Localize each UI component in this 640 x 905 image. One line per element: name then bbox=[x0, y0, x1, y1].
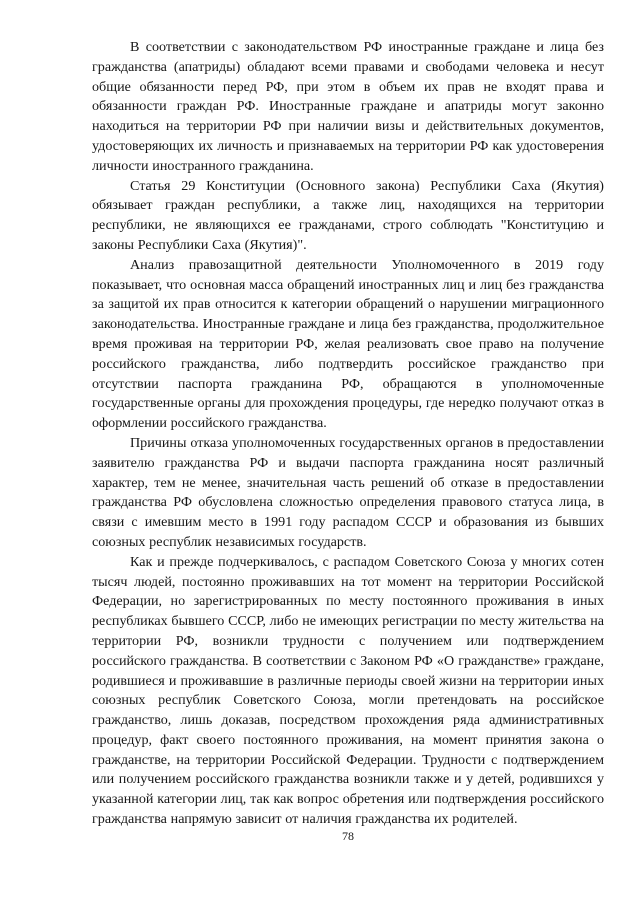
paragraph: Анализ правозащитной деятельности Уполномоченного в 2019 году показывает, что основная масса обращений иностранных лиц и лиц без гражданства за защитой их прав относится к категории обращений о нарушении миграционного законодательства. Иностранные граждане и лица без гражданства, продолжительное время проживая на территории РФ, желая реализовать свое право на получение российского гражданства, либо подтвердить российское гражданство при отсутствии паспорта гражданина РФ, обращаются в уполномоченные государственные органы для прохождения процедуры, где нередко получают отказ в оформлении российского гражданства. bbox=[92, 256, 604, 432]
paragraph: Статья 29 Конституции (Основного закона) Республики Саха (Якутия) обязывает граждан республики, а также лиц, находящихся на территории республики, не являющихся ее гражданами, строго соблюдать "Конституцию и законы Республики Саха (Якутия)". bbox=[92, 177, 604, 253]
paragraph: В соответствии с законодательством РФ иностранные граждане и лица без гражданства (апатриды) обладают всеми правами и свободами человека и несут общие обязанности перед РФ, при этом в объем их прав не входят права и обязанности граждан РФ. Иностранные граждане и апатриды могут законно находиться на территории РФ при наличии визы и действительных документов, удостоверяющих их личность и признаваемых на территории РФ как удостоверения личности иностранного гражданина. bbox=[92, 39, 604, 174]
paragraph: Причины отказа уполномоченных государственных органов в предоставлении заявителю гражданства РФ и выдачи паспорта гражданина носят различный характер, тем не менее, значительная часть решений об отказе в предоставлении гражданства РФ обусловлена сложностью определения правового статуса лица, в связи с имевшим место в 1991 году распадом СССР и образования из бывших союзных республик независимых государств. bbox=[92, 434, 604, 550]
body-text bbox=[92, 38, 604, 830]
page-number: 78 bbox=[342, 829, 354, 843]
paragraph: Как и прежде подчеркивалось, с распадом Советского Союза у многих сотен тысяч людей, постоянно проживавших на тот момент на территории Российской Федерации, но зарегистрированных по месту постоянного проживания в иных республиках бывшего СССР, либо не имеющих регистрации по месту жительства на территории РФ, возникли трудности с получением или подтверждением российского гражданства. В соответствии с Законом РФ «О гражданстве» граждане, родившиеся и проживавшие в различные периоды своей жизни на территории иных союзных республик Советского Союза, могли претендовать на российское гражданство, лишь доказав, посредством прохождения ряда административных процедур, факт своего постоянного проживания, на момент принятия закона о гражданстве, на территории Российской Федерации. Трудности с подтверждением или получением российского гражданства возникли также и у детей, родившихся у указанной категории лиц, так как вопрос обретения или подтверждения российского гражданства напрямую зависит от наличия гражданства их родителей. bbox=[92, 553, 604, 828]
